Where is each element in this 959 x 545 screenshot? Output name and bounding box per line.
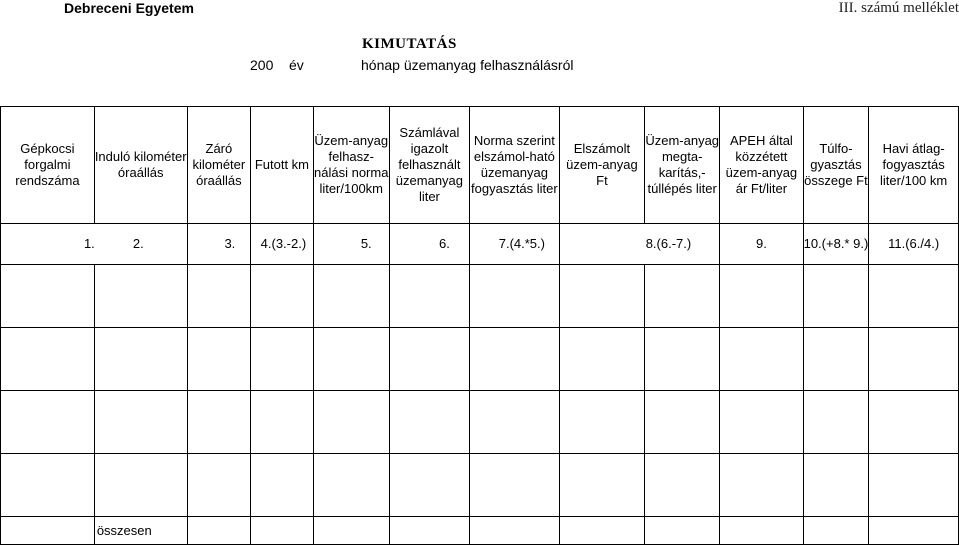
cell[interactable] bbox=[251, 454, 314, 517]
table-row bbox=[1, 328, 959, 391]
col-number: 4.(3.-2.) bbox=[260, 236, 307, 251]
cell[interactable] bbox=[470, 265, 560, 328]
cell[interactable] bbox=[869, 454, 959, 517]
fuel-report-table bbox=[0, 106, 959, 545]
col-header-overconsumption-amount: Túlfo-gyasztás összege Ft bbox=[803, 107, 869, 224]
cell[interactable] bbox=[559, 517, 644, 545]
col-number: 7.(4.*5.) bbox=[498, 236, 545, 251]
col-header-norm-consumption: Norma szerint elszámol-ható üzemanyag fogyasztás liter bbox=[470, 107, 560, 224]
cell[interactable] bbox=[313, 454, 389, 517]
cell[interactable] bbox=[187, 454, 251, 517]
col-number: 9. bbox=[755, 236, 767, 251]
cell[interactable] bbox=[1, 391, 95, 454]
col-number-cell bbox=[470, 224, 560, 265]
col-number: 11.(6./4.) bbox=[888, 236, 940, 251]
col-number: 2. bbox=[132, 236, 144, 251]
cell[interactable] bbox=[94, 391, 187, 454]
cell[interactable] bbox=[1, 328, 95, 391]
cell[interactable] bbox=[720, 517, 803, 545]
cell[interactable] bbox=[313, 328, 389, 391]
cell[interactable] bbox=[720, 265, 803, 328]
cell[interactable] bbox=[187, 328, 251, 391]
cell[interactable] bbox=[803, 328, 869, 391]
cell[interactable] bbox=[803, 517, 869, 545]
cell[interactable] bbox=[645, 454, 720, 517]
col-header-fuel-cost: Elszámolt üzem-anyag Ft bbox=[559, 107, 644, 224]
col-number: 1. bbox=[83, 236, 95, 251]
cell[interactable] bbox=[720, 391, 803, 454]
col-header-end-km: Záró kilométer óraállás bbox=[187, 107, 251, 224]
document-title: KIMUTATÁS bbox=[362, 36, 457, 52]
cell[interactable] bbox=[645, 328, 720, 391]
header-row bbox=[1, 107, 959, 224]
cell[interactable] bbox=[559, 391, 644, 454]
cell[interactable] bbox=[389, 265, 469, 328]
col-header-start-km: Induló kilométer óraállás bbox=[94, 107, 187, 224]
cell[interactable] bbox=[94, 454, 187, 517]
cell[interactable] bbox=[470, 328, 560, 391]
col-number: 10.(+8.* 9.) bbox=[803, 236, 869, 251]
col-number: 5. bbox=[360, 236, 372, 251]
col-header-norm: Üzem-anyag felhasz-nálási norma liter/100km bbox=[313, 107, 389, 224]
total-label: összesen bbox=[94, 517, 187, 545]
col-number-cell bbox=[803, 224, 869, 265]
cell[interactable] bbox=[251, 517, 314, 545]
table-row bbox=[1, 391, 959, 454]
col-header-plate: Gépkocsi forgalmi rendszáma bbox=[1, 107, 95, 224]
cell[interactable] bbox=[251, 328, 314, 391]
col-number-cell bbox=[251, 224, 314, 265]
col-number: 3. bbox=[224, 236, 236, 251]
cell[interactable] bbox=[803, 454, 869, 517]
cell[interactable] bbox=[251, 391, 314, 454]
cell[interactable] bbox=[645, 265, 720, 328]
cell[interactable] bbox=[470, 517, 560, 545]
cell bbox=[1, 517, 95, 545]
col-number-cell bbox=[389, 224, 469, 265]
col-header-apeh-price: APEH által közzétett üzem-anyag ár Ft/liter bbox=[720, 107, 803, 224]
attachment-label: III. számú melléklet bbox=[838, 0, 959, 16]
cell[interactable] bbox=[389, 517, 469, 545]
cell[interactable] bbox=[470, 391, 560, 454]
col-number: 6. bbox=[438, 236, 450, 251]
cell[interactable] bbox=[1, 265, 95, 328]
cell[interactable] bbox=[803, 391, 869, 454]
cell[interactable] bbox=[94, 265, 187, 328]
document-subtitle: hónap üzemanyag felhasználásról bbox=[361, 57, 574, 73]
cell[interactable] bbox=[559, 454, 644, 517]
cell[interactable] bbox=[251, 265, 314, 328]
col-number-cell bbox=[559, 224, 720, 265]
col-number-cell bbox=[720, 224, 803, 265]
cell[interactable] bbox=[559, 265, 644, 328]
cell[interactable] bbox=[720, 328, 803, 391]
total-row bbox=[1, 517, 959, 545]
table-row bbox=[1, 265, 959, 328]
cell[interactable] bbox=[187, 517, 251, 545]
organization-name: Debreceni Egyetem bbox=[64, 0, 194, 16]
cell[interactable] bbox=[803, 265, 869, 328]
col-number-cell bbox=[187, 224, 251, 265]
col-numbers-1-2 bbox=[1, 224, 188, 265]
cell[interactable] bbox=[389, 454, 469, 517]
year-value: 200 bbox=[250, 57, 274, 73]
col-header-monthly-average: Havi átlag-fogyasztás liter/100 km bbox=[869, 107, 959, 224]
cell[interactable] bbox=[313, 391, 389, 454]
cell[interactable] bbox=[187, 391, 251, 454]
col-number-cell bbox=[313, 224, 389, 265]
column-number-row bbox=[1, 224, 959, 265]
col-number-cell bbox=[869, 224, 959, 265]
cell[interactable] bbox=[645, 391, 720, 454]
table-row bbox=[1, 454, 959, 517]
col-header-saving-overrun: Üzem-anyag megta-karítás,-túllépés liter bbox=[645, 107, 720, 224]
col-header-invoiced-fuel: Számlával igazolt felhasznált üzemanyag liter bbox=[389, 107, 469, 224]
cell[interactable] bbox=[313, 517, 389, 545]
cell[interactable] bbox=[470, 454, 560, 517]
col-number: 8.(6.-7.) bbox=[645, 236, 692, 251]
cell[interactable] bbox=[869, 265, 959, 328]
cell[interactable] bbox=[869, 391, 959, 454]
cell[interactable] bbox=[389, 328, 469, 391]
year-unit: év bbox=[289, 57, 304, 73]
cell[interactable] bbox=[389, 391, 469, 454]
cell[interactable] bbox=[1, 454, 95, 517]
col-header-driven-km: Futott km bbox=[251, 107, 314, 224]
cell[interactable] bbox=[94, 328, 187, 391]
cell[interactable] bbox=[869, 328, 959, 391]
cell[interactable] bbox=[720, 454, 803, 517]
cell[interactable] bbox=[187, 265, 251, 328]
cell[interactable] bbox=[559, 328, 644, 391]
cell[interactable] bbox=[645, 517, 720, 545]
cell[interactable] bbox=[313, 265, 389, 328]
cell[interactable] bbox=[869, 517, 959, 545]
